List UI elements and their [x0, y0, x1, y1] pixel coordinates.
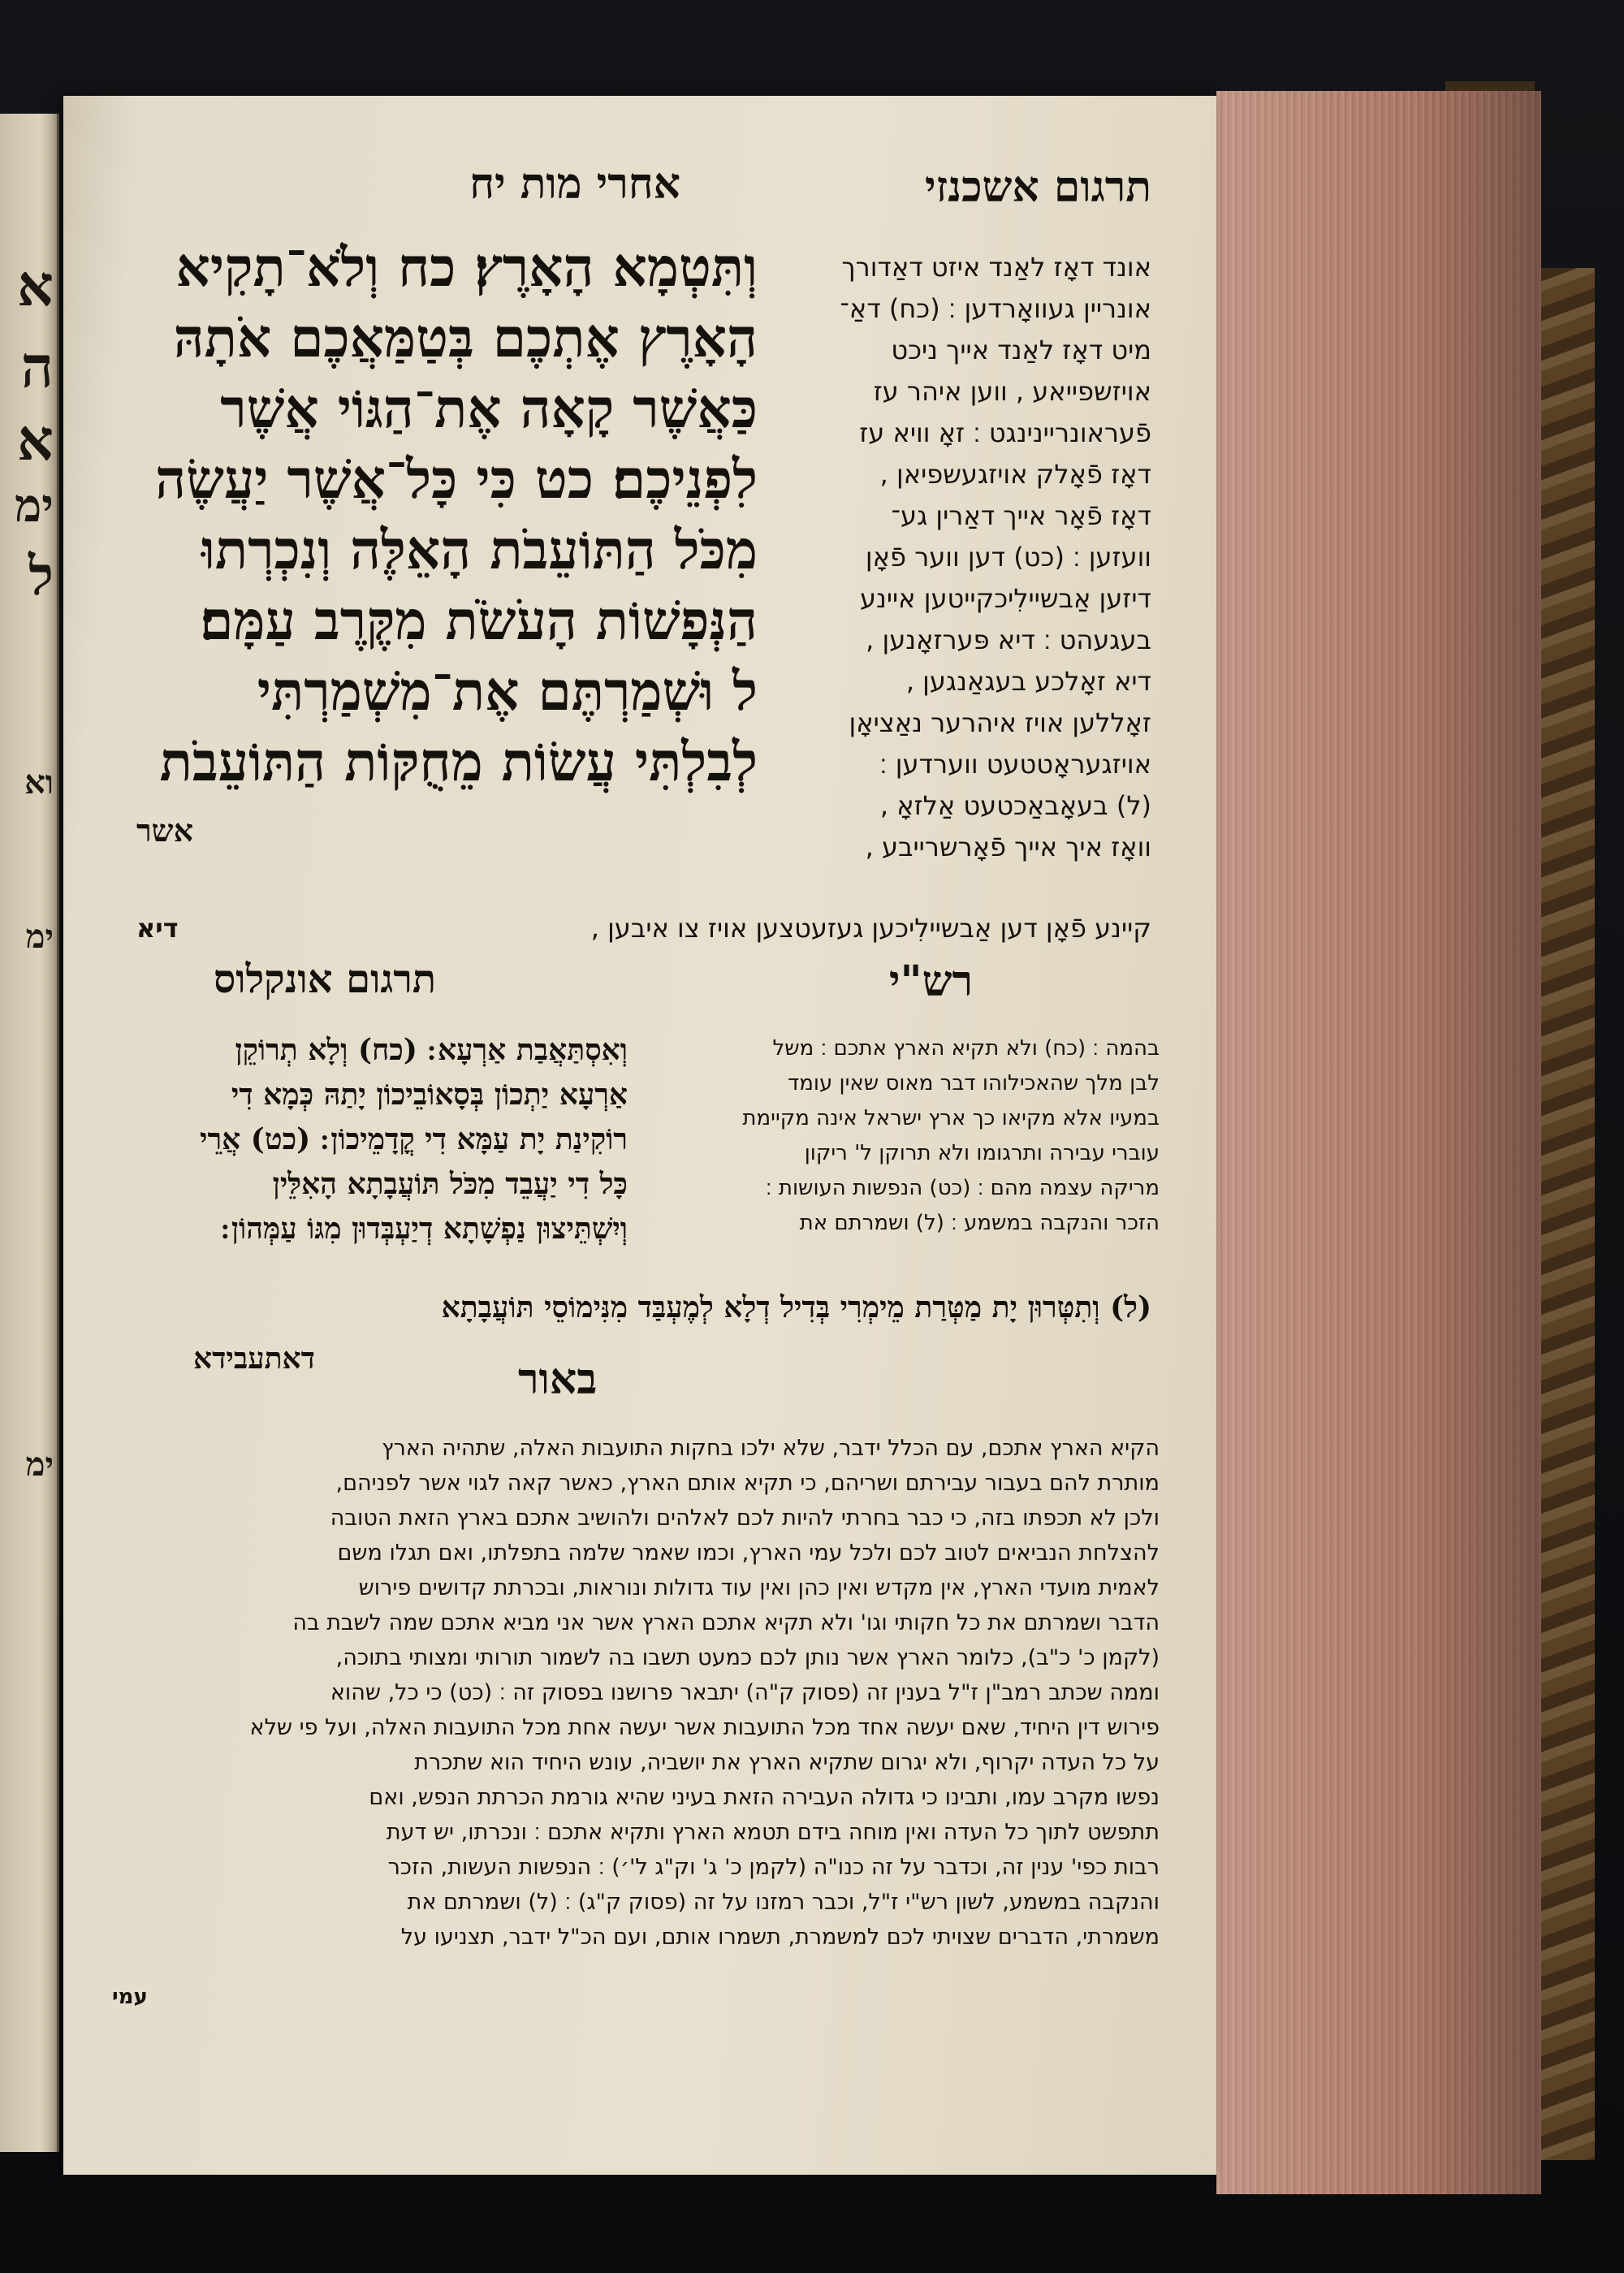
biur-catchword: עמי	[112, 1985, 148, 2009]
biur-line: וממה שכתב רמב"ן ז"ל בענין זה (פסוק ק"ה) יתבאר פרושנו בפסוק זה ׃ (כט) כי כל, שהוא	[330, 1680, 1160, 1705]
torah-line: לְבִלְתִּי עֲשׂוֹת מֵחֻקּוֹת הַתּוֹעֵבֹת	[159, 730, 758, 793]
rashi-line: הזכר והנקבה במשמע ׃ (ל) ושמרתם את	[799, 1211, 1160, 1235]
page-fragment: ה	[20, 333, 54, 400]
german-line: מיט דאָז לאַנד אייך ניכט	[891, 335, 1151, 365]
torah-line: כַּאֲשֶׁר קָאָה אֶת־הַגּוֹי אֲשֶׁר	[220, 377, 758, 440]
onkelos-line: וְיִשְׁתֵּיצוּן נַפְשָׁתָא דְיַעְבְּדוּן מִגּוֹ עַמְּהוֹן ׃	[221, 1212, 628, 1246]
german-line: אויזגעראָטטעט ווערדען ׃	[879, 749, 1151, 780]
biur-line: תתפשט לתוך כל העדה ואין מוחה בידם תטמא הארץ ותקיא אתכם ׃ ונכרתו, יש דעת	[386, 1820, 1160, 1845]
running-header-translation: תרגום אשכנזי	[925, 162, 1151, 212]
german-line: דיא זאָלכע בעגאַנגען ,	[905, 666, 1151, 697]
previous-page-edge	[0, 114, 59, 2152]
biur-line: הקיא הארץ אתכם, עם הכלל ידבר, שלא ילכו בחקות התועבות האלה, שתהיה הארץ	[382, 1436, 1160, 1461]
onkelos-title: תרגום אונקלוס	[214, 957, 437, 1002]
biur-line: (לקמן כ' כ"ב), כלומר הארץ אשר נותן לכם כמעט תשבו בה לשמור תורותי ומצותי בתוכה,	[335, 1645, 1160, 1670]
torah-catchword: אשר	[136, 812, 193, 849]
biur-line: והנקבה במשמע, לשון רש"י ז"ל, וכבר רמזנו על זה (פסוק ק"ג) ׃ (ל) ושמרתם את	[407, 1890, 1160, 1915]
rashi-line: בהמה ׃ (כח) ולא תקיא הארץ אתכם ׃ משל	[772, 1036, 1160, 1061]
running-header-parasha: אחרי מות יח	[469, 159, 680, 209]
torah-line: מִכֹּל הַתּוֹעֵבֹת הָאֵלֶּה וְנִכְרְתוּ	[201, 518, 758, 581]
biur-title: באור	[518, 1355, 598, 1404]
page-fragment: ימ	[15, 479, 54, 533]
onkelos-line: כָּל דִי יַעֲבֵד מִכֹּל תּוֹעֲבָתָא הָאִלֵּין	[272, 1167, 628, 1201]
rashi-commentary	[656, 1031, 1160, 1241]
german-line: (ל) בעאָבאַכטעט אַלזאָ ,	[879, 790, 1151, 821]
onkelos-full-line: (ל) וְתִטְּרוּן יָת מַטְּרַת מֵימְרִי בְּדִיל דְלָא לְמֶעְבַּד מִנִּימוֹסֵי תּוֹעֲבָתָא	[441, 1290, 1151, 1324]
biur-line: משמרתי, הדברים שצויתי לכם למשמרת, תשמרו אותם, ועם הכ"ל ידבר, תצניעו על	[400, 1925, 1160, 1950]
onkelos-line: אַרְעָא יַתְכוֹן בְּסָאוֹבֵיכוֹן יָתַהּ כְּמָא דִי	[231, 1078, 628, 1112]
biur-line: רבות כפי' ענין זה, וכדבר על זה כנו"ה (לקמן כ' ג' וק"ג ל'׳) ׃ הנפשות העשות, הזכר	[387, 1855, 1160, 1880]
rashi-line: לבן מלך שהאכילוהו דבר מאוס שאין עומד	[788, 1071, 1160, 1095]
rashi-title: רש"י	[888, 957, 973, 1006]
onkelos-line: וְאִסְתַּאֲבַת אַרְעָא ׃ (כח) וְלָא תְרוֹקֵן	[235, 1033, 628, 1067]
biur-line: להצלחת הנביאים לטוב לכם ולכל עמי הארץ, וכמו שאמר שלמה בתפלתו, ואם תגלו משם	[337, 1541, 1160, 1566]
page-fragment: וא	[24, 763, 54, 802]
biur-commentary	[104, 1431, 1160, 1955]
page-fragment: ל	[28, 544, 54, 607]
onkelos-translation	[100, 1028, 628, 1251]
torah-line: לִפְנֵיכֶם׃ כט כִּי כָּל־אֲשֶׁר יַעֲשֶׂה	[155, 447, 758, 511]
onkelos-line: רוֹקִינַת יָת עַמָּא דִי קֳדָמֵיכוֹן ׃ (כט) אֲרֵי	[200, 1122, 628, 1156]
german-line: דיזען אַבשיילִיכקייטען איינע	[860, 583, 1151, 614]
german-line: זאָללען אויז איהרער נאַציאָן	[849, 707, 1151, 738]
rashi-line: מריקה עצמה מהם ׃ (כט) הנפשות העושות ׃	[765, 1176, 1160, 1200]
german-catchword: דיא	[136, 913, 179, 944]
biur-line: מותרת להם בעבור עבירתם ושריהם, כי תקיא אותם הארץ, כאשר קאה לגוי אשר לפניהם,	[335, 1471, 1160, 1496]
biur-line: על כל העדה יקרוף, ולא יגרום שתקיא הארץ את יושביה, עונש היחיד הוא שתכרת	[414, 1750, 1160, 1775]
german-full-line: קיינע פֿאָן דען אַבשיילִיכען געזעטצען אויז צו איבען ,	[590, 913, 1151, 944]
german-line: אויזשפייאע , ווען איהר עז	[873, 376, 1151, 407]
biur-line: הדבר ושמרתם את כל חקותי וגו' ולא תקיא אתכם הארץ אשר אני מביא אתכם שמה לשבת בה	[292, 1610, 1160, 1636]
page-block-edge	[1216, 91, 1541, 2194]
biur-line: לאמית מועדי הארץ, אין מקדש ואין כהן ואין עוד גדולות ונוראות, ובכרתת קדושים פירוש	[358, 1575, 1160, 1601]
onkelos-catchword: דאתעבידא	[193, 1342, 315, 1376]
german-line: בעגעהט ׃ דיא פּערזאָנען ,	[866, 624, 1151, 655]
biur-line: פירוש דין היחיד, שאם יעשה אחד מכל התועבות אשר יעשה אחת מכל התועבות האלה, ועל פי שלא	[249, 1715, 1160, 1740]
biur-line: ולכן לא תכפתו בזה, כי כבר בחרתי להיות לכם לאלהים ולהושיב אתכם בארץ הזאת הטובה	[330, 1506, 1160, 1531]
german-translation-column	[729, 247, 1151, 868]
german-line: דאָז פֿאָר אייך דאַרין גע־	[891, 500, 1151, 531]
german-line: אונריין געוואָרדען ׃ (כח) דאַ־	[840, 293, 1151, 324]
german-line: וועזען ׃ (כט) דען ווער פֿאָן	[865, 542, 1151, 573]
page-fragment: ימ	[25, 1445, 54, 1484]
page-fragment: ימ	[25, 918, 54, 956]
torah-line: ל וּשְׁמַרְתֶּם אֶת־מִשְׁמַרְתִּי	[257, 659, 758, 723]
rashi-line: עוברי עבירה ותרגומו ולא תרוקן ל' ריקון	[804, 1141, 1160, 1165]
rashi-line: במעיו אלא מקיאו כך ארץ ישראל אינה מקיימת	[742, 1106, 1160, 1130]
page-fragment: א	[17, 252, 54, 319]
biur-line: נפשו מקרב עמו, ותבינו כי גדולה העבירה הזאת בעיני שהיא גורמת הכרתת הנפש, ואם	[369, 1785, 1160, 1810]
german-line: דאָז פֿאָלק אויזגעשפיאן ,	[879, 459, 1151, 490]
german-line: פֿעראונריינינגט ׃ זאָ וויא עז	[859, 417, 1151, 448]
page-fragment: א	[17, 406, 54, 473]
torah-line: וְתִּטְמָא הָאָרֶץ׃ כח וְלֹא־תָקִיא	[175, 236, 758, 299]
book-page	[63, 96, 1216, 2175]
german-line: אונד דאָז לאַנד איזט דאַדורך	[841, 252, 1151, 283]
torah-line: הַנְּפָשׁוֹת הָעֹשֹׂת מִקֶּרֶב עַמָּם׃	[200, 589, 758, 652]
german-line: וואָז איך אייך פֿאָרשרייבע ,	[865, 832, 1151, 862]
torah-line: הָאָרֶץ אֶתְכֶם בְּטַמַּאֲכֶם אֹתָהּ	[173, 306, 758, 369]
torah-text	[108, 232, 758, 797]
